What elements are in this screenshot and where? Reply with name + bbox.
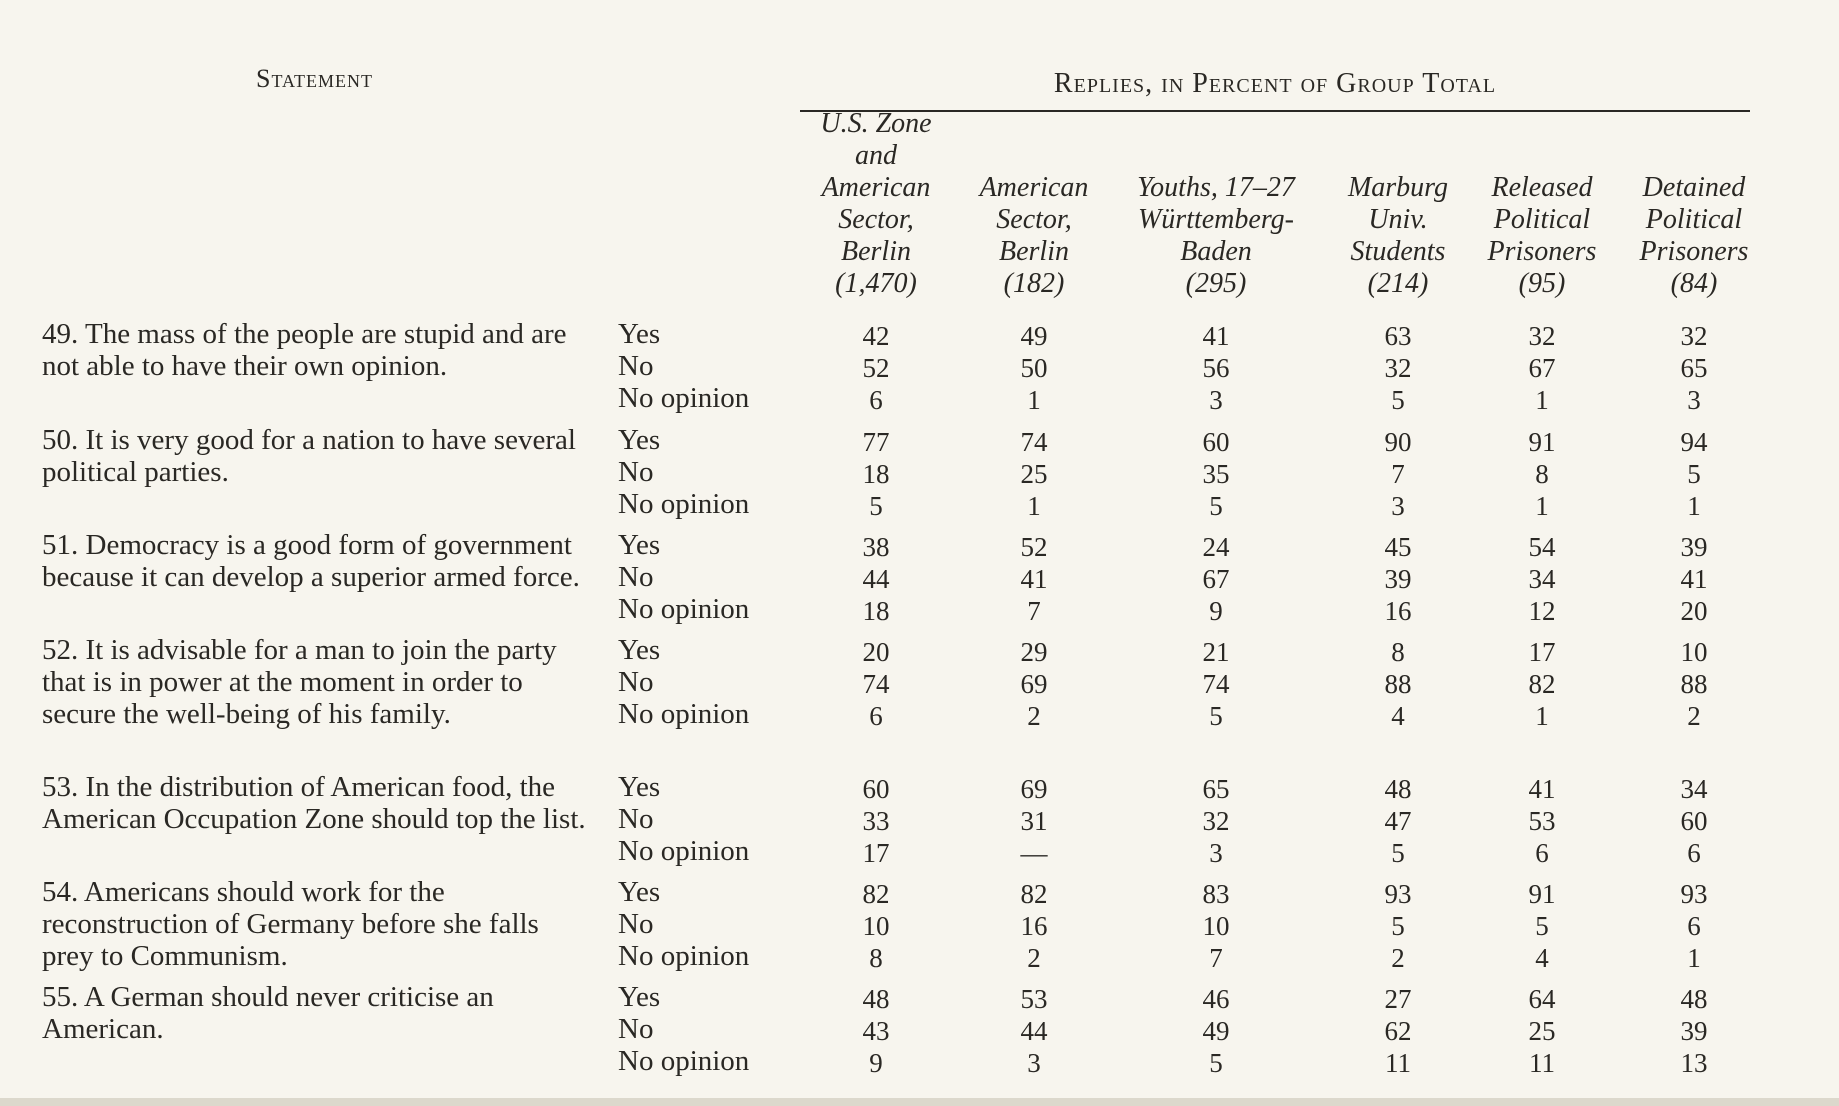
column-header-line: Political <box>1493 204 1591 235</box>
table-cell: 6 <box>1687 838 1701 868</box>
table-cell: 67 <box>1528 353 1556 383</box>
table-cell: 62 <box>1384 1016 1412 1046</box>
column-header-line: U.S. Zone <box>820 108 932 139</box>
table-cell: 90 <box>1384 427 1412 457</box>
reply-label: Yes <box>618 424 661 456</box>
column-header-line: (182) <box>1003 268 1065 299</box>
table-cell: 18 <box>862 459 890 489</box>
table-cell: 5 <box>1391 385 1405 415</box>
column-header-line: (295) <box>1185 268 1247 299</box>
table-cell: 41 <box>1202 321 1230 351</box>
table-cell: 50 <box>1020 353 1048 383</box>
table-cell: 60 <box>862 774 890 804</box>
table-cell: 60 <box>1680 806 1708 836</box>
table-cell: 77 <box>862 427 890 457</box>
table-cell: 41 <box>1020 564 1048 594</box>
table-cell: 49 <box>1020 321 1048 351</box>
table-cell: 6 <box>869 701 883 731</box>
column-header-line: American <box>979 172 1089 203</box>
table-cell: 43 <box>862 1016 890 1046</box>
table-cell: 18 <box>862 596 890 626</box>
table-cell: 32 <box>1384 353 1412 383</box>
statement-text: 52. It is advisable for a man to join the party that is in power at the moment in order to secure the well-being of his family. <box>42 634 557 730</box>
table-cell: 11 <box>1385 1048 1411 1078</box>
table-cell: 7 <box>1391 459 1405 489</box>
table-cell: 7 <box>1209 943 1223 973</box>
table-cell: 93 <box>1680 879 1708 909</box>
column-header-line: (95) <box>1518 268 1566 299</box>
column-header-line: (214) <box>1367 268 1429 299</box>
table-cell: 47 <box>1384 806 1412 836</box>
table-cell: 17 <box>1528 637 1556 667</box>
table-cell: 8 <box>869 943 883 973</box>
table-cell: 33 <box>862 806 890 836</box>
table-cell: 1 <box>1535 385 1549 415</box>
column-header-3 <box>1126 172 1306 300</box>
table-cell: 6 <box>1535 838 1549 868</box>
table-cell: 48 <box>1680 984 1708 1014</box>
table-cell: 39 <box>1680 1016 1708 1046</box>
reply-label: Yes <box>618 771 661 803</box>
table-cell: 34 <box>1528 564 1556 594</box>
table-cell: 5 <box>1209 1048 1223 1078</box>
statement-text: 49. The mass of the people are stupid and are not able to have their own opinion. <box>42 318 567 382</box>
table-cell: 29 <box>1020 637 1048 667</box>
table-cell: 91 <box>1528 427 1556 457</box>
column-header-2 <box>944 172 1124 300</box>
table-cell: 65 <box>1202 774 1230 804</box>
table-cell: 6 <box>1687 911 1701 941</box>
table-cell: 17 <box>862 838 890 868</box>
table-cell: 10 <box>1680 637 1708 667</box>
reply-label: No opinion <box>618 698 750 730</box>
table-cell: 20 <box>862 637 890 667</box>
column-header-line: Youths, 17–27 <box>1137 172 1295 203</box>
table-cell: 63 <box>1384 321 1412 351</box>
table-cell: 25 <box>1528 1016 1556 1046</box>
table-cell: 74 <box>1020 427 1048 457</box>
table-cell: 49 <box>1202 1016 1230 1046</box>
table-cell: 65 <box>1680 353 1708 383</box>
table-cell: 5 <box>1535 911 1549 941</box>
table-cell: 10 <box>862 911 890 941</box>
table-cell: 74 <box>1202 669 1230 699</box>
column-header-line: and <box>855 140 897 171</box>
reply-label: No <box>618 350 654 382</box>
table-cell: 41 <box>1528 774 1556 804</box>
table-cell: 69 <box>1020 669 1048 699</box>
table-cell: 9 <box>869 1048 883 1078</box>
reply-label: No opinion <box>618 488 750 520</box>
column-header-line: Prisoners <box>1639 236 1749 267</box>
table-cell: 8 <box>1391 637 1405 667</box>
table-cell: 52 <box>862 353 890 383</box>
table-cell: 12 <box>1528 596 1556 626</box>
table-cell: 35 <box>1202 459 1230 489</box>
table-cell: 94 <box>1680 427 1708 457</box>
table-cell: 39 <box>1384 564 1412 594</box>
table-cell: 3 <box>1027 1048 1041 1078</box>
table-cell: 82 <box>862 879 890 909</box>
table-cell: 5 <box>1391 838 1405 868</box>
reply-label: No opinion <box>618 835 750 867</box>
table-cell: 13 <box>1680 1048 1708 1078</box>
table-cell: 5 <box>1209 491 1223 521</box>
table-cell: 53 <box>1020 984 1048 1014</box>
reply-label: No <box>618 1013 654 1045</box>
reply-label: No opinion <box>618 1045 750 1077</box>
reply-label: No <box>618 561 654 593</box>
statement-text: 55. A German should never criticise an American. <box>42 981 494 1045</box>
reply-label: Yes <box>618 634 661 666</box>
reply-label: No <box>618 666 654 698</box>
table-cell: 1 <box>1687 943 1701 973</box>
table-cell: — <box>1020 838 1048 868</box>
table-cell: 45 <box>1384 532 1412 562</box>
table-cell: 1 <box>1535 701 1549 731</box>
column-header-line: (1,470) <box>835 268 917 299</box>
table-cell: 6 <box>869 385 883 415</box>
table-cell: 25 <box>1020 459 1048 489</box>
table-cell: 42 <box>862 321 890 351</box>
column-header-line: Prisoners <box>1487 236 1597 267</box>
table-cell: 60 <box>1202 427 1230 457</box>
table-cell: 53 <box>1528 806 1556 836</box>
table-cell: 56 <box>1202 353 1230 383</box>
table-cell: 32 <box>1528 321 1556 351</box>
table-cell: 46 <box>1202 984 1230 1014</box>
table-cell: 74 <box>862 669 890 699</box>
table-cell: 2 <box>1687 701 1701 731</box>
table-cell: 41 <box>1680 564 1708 594</box>
table-cell: 1 <box>1687 491 1701 521</box>
column-header-line: Sector, <box>996 204 1072 235</box>
statement-text: 50. It is very good for a nation to have several political parties. <box>42 424 576 488</box>
table-cell: 4 <box>1391 701 1405 731</box>
table-cell: 1 <box>1027 385 1041 415</box>
column-header-line: Students <box>1350 236 1446 267</box>
column-header-line: Sector, <box>838 204 914 235</box>
reply-label: No opinion <box>618 382 750 414</box>
table-cell: 9 <box>1209 596 1223 626</box>
reply-label: No opinion <box>618 940 750 972</box>
table-cell: 11 <box>1529 1048 1555 1078</box>
table-cell: 21 <box>1202 637 1230 667</box>
reply-label: Yes <box>618 876 661 908</box>
statement-text: 54. Americans should work for the reconstruction of Germany before she falls prey to Communism. <box>42 876 539 972</box>
column-header-line: Marburg <box>1347 172 1449 203</box>
table-cell: 1 <box>1027 491 1041 521</box>
column-header-line: Political <box>1645 204 1743 235</box>
reply-label: No opinion <box>618 593 750 625</box>
statement-header: Statement <box>256 64 374 93</box>
column-header-line: Berlin <box>999 236 1069 267</box>
table-cell: 39 <box>1680 532 1708 562</box>
table-cell: 3 <box>1687 385 1701 415</box>
reply-label: No <box>618 803 654 835</box>
table-cell: 2 <box>1027 701 1041 731</box>
table-cell: 91 <box>1528 879 1556 909</box>
table-cell: 20 <box>1680 596 1708 626</box>
table-cell: 44 <box>1020 1016 1048 1046</box>
table-cell: 83 <box>1202 879 1230 909</box>
column-header-line: American <box>821 172 931 203</box>
table-cell: 2 <box>1027 943 1041 973</box>
table-cell: 27 <box>1384 984 1412 1014</box>
column-header-line: Released <box>1491 172 1593 203</box>
column-header-line: (84) <box>1670 268 1718 299</box>
column-header-line: Berlin <box>841 236 911 267</box>
reply-label: No <box>618 908 654 940</box>
table-cell: 48 <box>862 984 890 1014</box>
table-cell: 3 <box>1391 491 1405 521</box>
table-cell: 32 <box>1680 321 1708 351</box>
table-cell: 54 <box>1528 532 1556 562</box>
column-header-6 <box>1604 172 1784 300</box>
table-cell: 44 <box>862 564 890 594</box>
table-cell: 1 <box>1535 491 1549 521</box>
table-cell: 8 <box>1535 459 1549 489</box>
reply-label: No <box>618 456 654 488</box>
statement-text: 51. Democracy is a good form of government because it can develop a superior armed force. <box>42 529 580 593</box>
page-edge <box>0 1098 1839 1106</box>
table-cell: 31 <box>1020 806 1048 836</box>
column-header-line: Univ. <box>1368 204 1428 235</box>
table-cell: 5 <box>1209 701 1223 731</box>
table-cell: 4 <box>1535 943 1549 973</box>
table-cell: 48 <box>1384 774 1412 804</box>
column-header-line: Detained <box>1642 172 1746 203</box>
table-cell: 5 <box>869 491 883 521</box>
statement-text: 53. In the distribution of American food, the American Occupation Zone should top the list. <box>42 771 586 835</box>
column-header-1 <box>786 108 966 300</box>
table-cell: 3 <box>1209 385 1223 415</box>
table-cell: 5 <box>1391 911 1405 941</box>
replies-header: Replies, in Percent of Group Total <box>1053 68 1497 99</box>
table-cell: 82 <box>1528 669 1556 699</box>
table-cell: 2 <box>1391 943 1405 973</box>
table-cell: 88 <box>1384 669 1412 699</box>
table-cell: 3 <box>1209 838 1223 868</box>
table-cell: 93 <box>1384 879 1412 909</box>
table-cell: 52 <box>1020 532 1048 562</box>
table-cell: 69 <box>1020 774 1048 804</box>
table-cell: 16 <box>1384 596 1412 626</box>
table-cell: 32 <box>1202 806 1230 836</box>
table-cell: 10 <box>1202 911 1230 941</box>
reply-label: Yes <box>618 529 661 561</box>
reply-label: Yes <box>618 318 661 350</box>
reply-label: Yes <box>618 981 661 1013</box>
table-cell: 16 <box>1020 911 1048 941</box>
table-cell: 38 <box>862 532 890 562</box>
table-cell: 34 <box>1680 774 1708 804</box>
column-header-line: Baden <box>1180 236 1252 267</box>
table-cell: 5 <box>1687 459 1701 489</box>
table-cell: 82 <box>1020 879 1048 909</box>
table-cell: 64 <box>1528 984 1556 1014</box>
table-cell: 24 <box>1202 532 1230 562</box>
table-cell: 7 <box>1027 596 1041 626</box>
column-header-line: Württemberg- <box>1137 204 1295 235</box>
table-cell: 88 <box>1680 669 1708 699</box>
table-cell: 67 <box>1202 564 1230 594</box>
